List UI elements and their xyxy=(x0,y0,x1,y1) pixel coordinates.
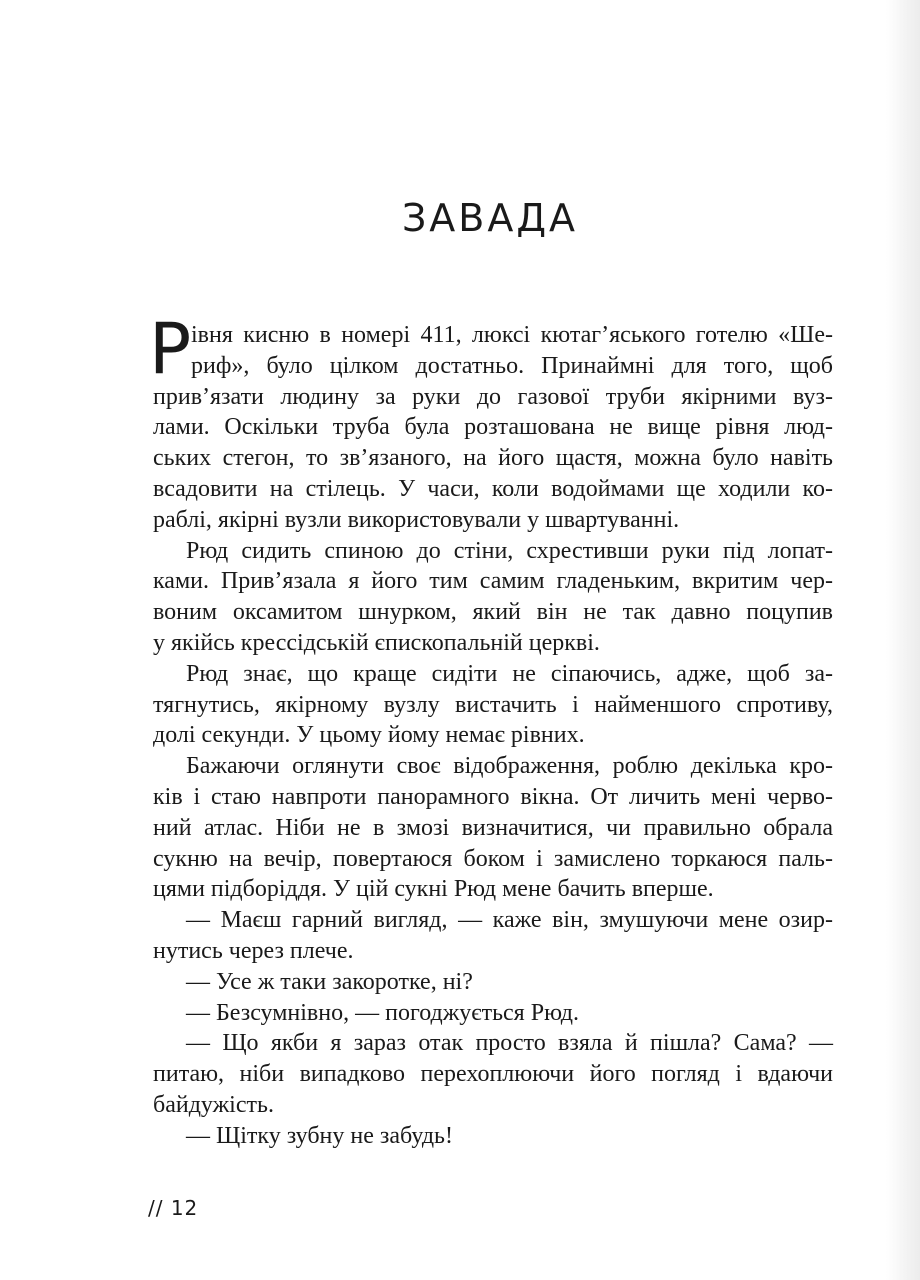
paragraph-1-opening xyxy=(149,308,833,390)
dialogue-line: байдужість. xyxy=(153,1091,274,1118)
text-line: івня кисню в номері 411, люксі кютаг’яського готелю «Ше- xyxy=(191,322,833,348)
text-line: долі секунди. У цьому йому немає рівних. xyxy=(153,722,585,749)
dropcap-letter: Р xyxy=(149,308,192,390)
dialogue-line: — Що якби я зараз отак просто взяла й пішла? Сама? — xyxy=(186,1030,833,1057)
dialogue-line: — Маєш гарний вигляд, — каже він, змушуючи мене озир- xyxy=(186,907,833,934)
page-number: // 12 xyxy=(148,1196,199,1220)
text-line: всадовити на стілець. У часи, коли водоймами ще ходили ко- xyxy=(153,475,833,502)
dialogue-line: — Щітку зубну не забудь! xyxy=(186,1122,453,1149)
text-line: ських стегон, то зв’язаного, на його щастя, можна було навіть xyxy=(153,445,833,472)
text-line: ків і стаю навпроти панорамного вікна. От личить мені черво- xyxy=(153,783,833,810)
text-line: лами. Оскільки труба була розташована не вище рівня люд- xyxy=(153,414,833,441)
text-line: у якійсь крессідській єпископальній церкві. xyxy=(153,629,600,656)
dialogue-line: питаю, ніби випадково перехоплюючи його погляд і вдаючи xyxy=(153,1061,833,1088)
text-line: тягнутись, якірному вузлу вистачить і найменшого спротиву, xyxy=(153,691,833,718)
dialogue-line: нутись через плече. xyxy=(153,937,354,964)
dialogue-line: — Безсумнівно, — погоджується Рюд. xyxy=(186,999,579,1026)
chapter-title: ЗАВАДА xyxy=(401,196,579,240)
text-line: сукню на вечір, повертаюся боком і замислено торкаюся паль- xyxy=(153,845,833,872)
text-line: риф», було цілком достатньо. Принаймні для того, щоб xyxy=(191,352,833,379)
page-edge-shadow xyxy=(886,0,920,1280)
text-line: воним оксамитом шнурком, який він не так давно поцупив xyxy=(153,599,833,626)
text-line: ний атлас. Ніби не в змозі визначитися, чи правильно обрала xyxy=(153,814,833,841)
text-line: Бажаючи оглянути своє відображення, роблю декілька кро- xyxy=(186,753,833,780)
text-line: Рюд знає, що краще сидіти не сіпаючись, адже, щоб за- xyxy=(186,660,833,687)
dialogue-line: — Усе ж таки закоротке, ні? xyxy=(186,968,473,995)
chapter-body xyxy=(149,308,833,1152)
text-line: раблі, якірні вузли використовували у швартуванні. xyxy=(153,506,680,533)
text-line: Рюд сидить спиною до стіни, схрестивши руки під лопат- xyxy=(186,537,833,564)
text-line: ками. Прив’язала я його тим самим гладеньким, вкритим чер- xyxy=(153,568,833,595)
text-line: цями підборіддя. У цій сукні Рюд мене бачить вперше. xyxy=(153,876,714,903)
text-line: прив’язати людину за руки до газової труби якірними вуз- xyxy=(153,383,833,410)
